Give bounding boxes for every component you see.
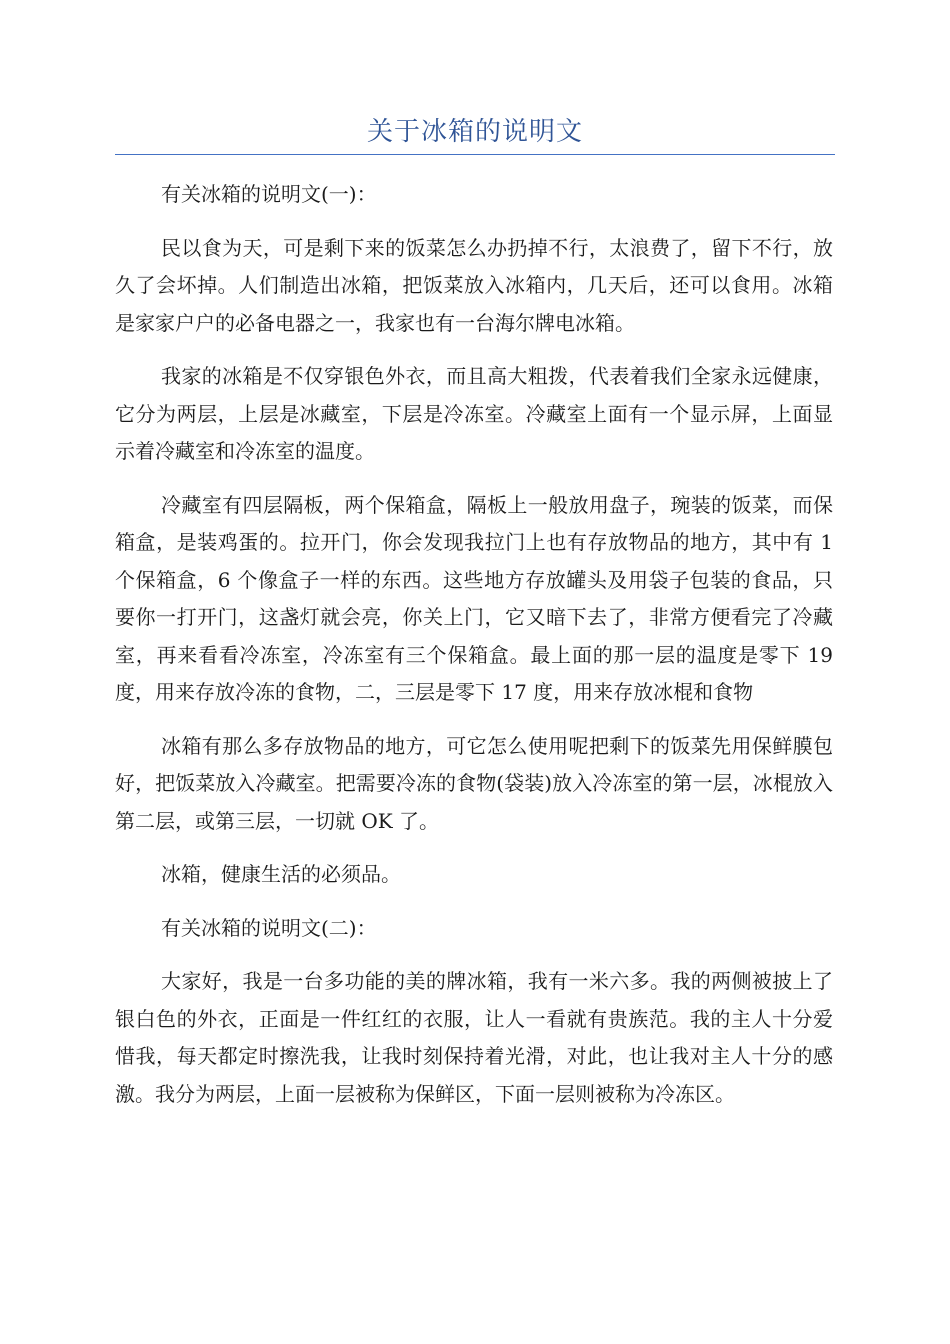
- paragraph: 我家的冰箱是不仅穿银色外衣，而且高大粗拨，代表着我们全家永远健康，它分为两层，上层是冰藏室，下层是冷冻室。冷藏室上面有一个显示屏，上面显示着冷藏室和冷冻室的温度。: [115, 364, 833, 463]
- document-title: 关于冰箱的说明文: [366, 117, 583, 147]
- document-body: [115, 176, 833, 1129]
- paragraph: 冰箱有那么多存放物品的地方，可它怎么使用呢把剩下的饭菜先用保鲜膜包好，把饭菜放入冷藏室。把需要冷冻的食物(袋装)放入冷冻室的第一层，冰棍放入第二层，或第三层，一切就 OK 了。: [115, 733, 833, 833]
- paragraph: 冰箱，健康生活的必须品。: [161, 862, 401, 886]
- paragraph: 冷藏室有四层隔板，两个保箱盒，隔板上一般放用盘子，琬装的饭菜，而保箱盒，是装鸡蛋的。拉开门，你会发现我拉门上也有存放物品的地方，其中有 1 个保箱盒，6 个像盒子一样的东西。这些地方存放罐头及用袋子包装的食品，只要你一打开门，这盏灯就会亮，你关上门，它又暗下去了，非常方便看完了冷藏室，再来看看冷冻室，冷冻室有三个保箱盒。最上面的那一层的温度是零下 19 度，用来存放冷冻的食物，二，三层是零下 17 度，用来存放冰棍和食物: [115, 492, 833, 704]
- section-heading-1: 有关冰箱的说明文(一)：: [161, 182, 377, 206]
- paragraph: 民以食为天，可是剩下来的饭菜怎么办扔掉不行，太浪费了，留下不行，放久了会坏掉。人们制造出冰箱，把饭菜放入冰箱内，几天后，还可以食用。冰箱是家家户户的必备电器之一，我家也有一台海尔牌电冰箱。: [115, 235, 833, 335]
- section-heading-2: 有关冰箱的说明文(二)：: [161, 915, 377, 940]
- paragraph: 大家好，我是一台多功能的美的牌冰箱，我有一米六多。我的两侧被披上了银白色的外衣，正面是一件红红的衣服，让人一看就有贵族范。我的主人十分爱惜我，每天都定时擦洗我，让我时刻保持着光滑，对此，也让我对主人十分的感激。我分为两层，上面一层被称为保鲜区，下面一层则被称为冷冻区。: [115, 969, 833, 1106]
- title-underline: [115, 154, 835, 155]
